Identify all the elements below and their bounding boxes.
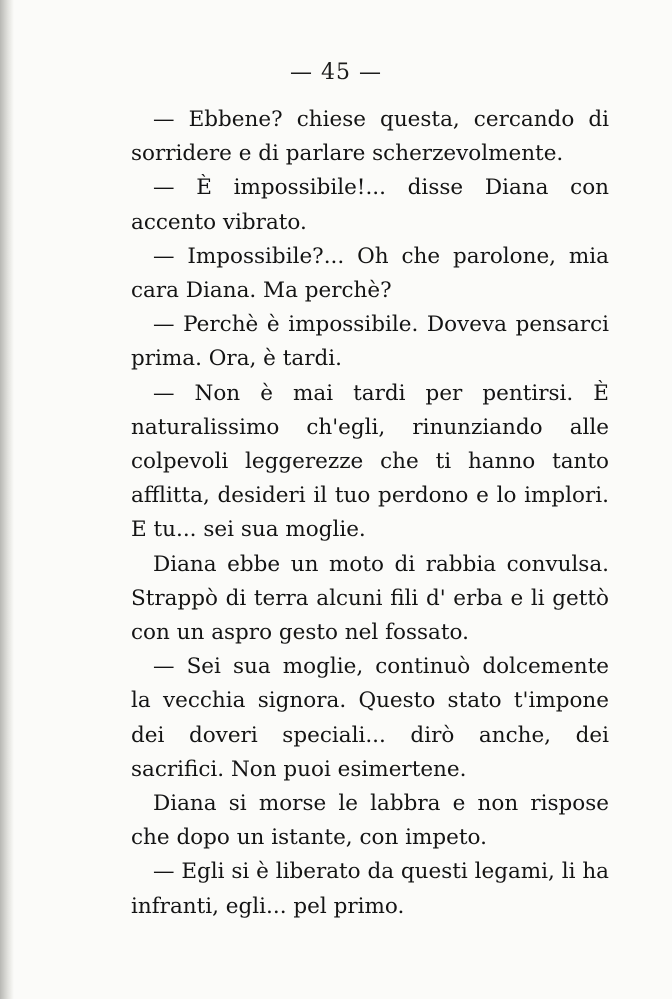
paragraph: Diana ebbe un moto di rabbia convulsa. Strappò di terra alcuni fili d' erba e li gettò con un aspro gesto nel fossato. (131, 551, 609, 646)
paragraph: — Non è mai tardi per pentirsi. È naturalissimo ch'egli, rinunziando alle colpevoli leggerezze che ti hanno tanto afflitta, desideri il tuo perdono e lo implori. E tu... sei sua moglie. (131, 380, 609, 543)
paragraph: Diana si morse le labbra e non rispose che dopo un istante, con impeto. (131, 791, 609, 851)
body-text (131, 103, 609, 924)
paragraph: — È impossibile!... disse Diana con accento vibrato. (131, 175, 609, 235)
paragraph: — Ebbene? chiese questa, cercando di sorridere e di parlare scherzevolmente. (131, 107, 609, 167)
paragraph: — Perchè è impossibile. Doveva pensarci prima. Ora, è tardi. (131, 312, 609, 372)
page-binding-shadow (0, 0, 14, 999)
page-number: — 45 — (290, 60, 382, 85)
paragraph: — Sei sua moglie, continuò dolcemente la vecchia signora. Questo stato t'impone dei doveri speciali... dirò anche, dei sacrifici. Non puoi esimertene. (131, 654, 609, 782)
paragraph: — Egli si è liberato da questi legami, li ha infranti, egli... pel primo. (131, 859, 609, 919)
paragraph: — Impossibile?... Oh che parolone, mia cara Diana. Ma perchè? (131, 243, 609, 304)
